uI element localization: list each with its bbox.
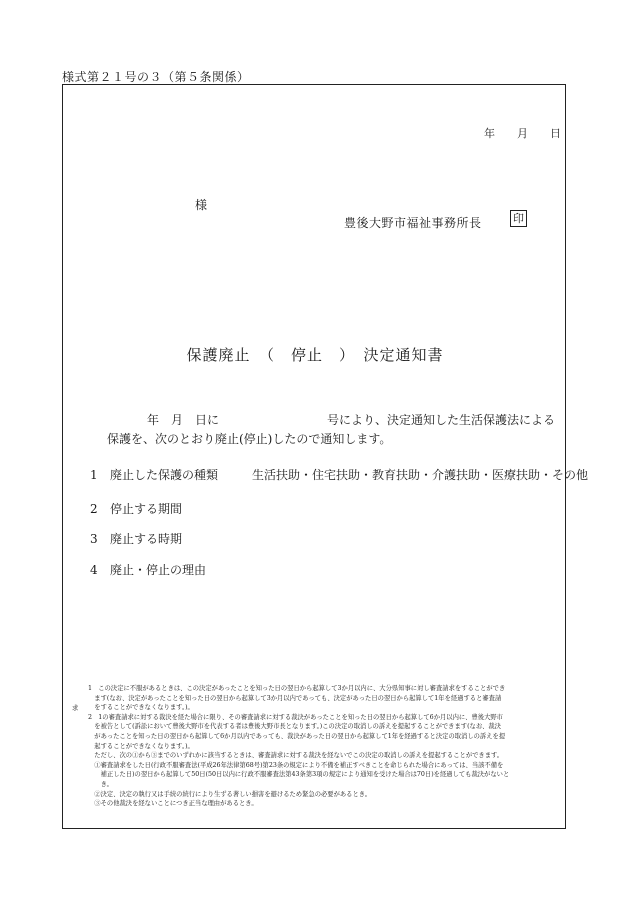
note-line: をすることができなくなります。)。 [88,704,194,712]
item-1 [90,466,218,483]
note-line: き。 [88,780,113,788]
addressee-suffix: 様 [195,198,208,212]
note-line: ただし、次の①から③までのいずれかに該当するときは、審査請求に対する裁決を経ないでこの決定の取消しの訴えを提起することができます。 [88,752,504,760]
body-line-2: 保護を、次のとおり廃止(停止)したので通知します。 [107,432,392,446]
note-line: ①審査請求をした日(行政不服審査法(平成26年法律第68号)第23条の規定により不備を補正すべきことを命じられた場合にあっては、当該不備を [88,761,504,769]
item-number: 2 [90,502,98,516]
note-line: 起することができなくなります。)。 [88,742,194,750]
note-line: ②決定、決定の執行又は手続の続行により生ずる著しい損害を避けるため緊急の必要があるとき。 [88,790,372,798]
body-line-1: 年 月 日に 号により、決定通知した生活保護法による [147,413,556,427]
seal-stamp: 印 [510,210,527,227]
date-line: 年 月 日 [484,127,561,140]
item-label: 廃止した保護の種類 [110,468,219,482]
note-line: ③その他裁決を経ないことにつき正当な理由があるとき。 [88,800,258,808]
issuer-name: 豊後大野市福祉事務所長 [344,216,482,230]
note-line: 補正した日)の翌日から起算して50日(50日以内に行政不服審査法第43条第3項の規定により通知を受けた場合は70日)を経過しても裁決がないと [88,771,510,779]
item-label: 廃止・停止の理由 [110,563,207,577]
notes-block [88,684,558,809]
notes-margin-char: 求 [72,705,79,712]
item-label: 廃止する時期 [110,532,183,546]
item-3 [90,530,182,547]
assistance-types: 生活扶助・住宅扶助・教育扶助・介護扶助・医療扶助・その他 [252,468,589,482]
note-line: を被告として(訴訟において豊後大野市を代表する者は豊後大野市長となります。)この決定の取消しの訴えを提起することができます(なお、裁決 [88,723,502,731]
note-line: があったことを知った日の翌日から起算して6か月以内であっても、裁決があった日の翌日から起算して1年を経過すると決定の取消しの訴えを提 [88,732,506,740]
note-line: ます(なお、決定があったことを知った日の翌日から起算して3か月以内であっても、決定があった日の翌日から起算して1年を経過すると審査請 [88,694,502,702]
item-4 [90,561,206,578]
document-title: 保護廃止 （ 停止 ） 決定通知書 [186,346,444,364]
item-number: 1 [90,468,98,482]
item-number: 3 [90,532,98,546]
item-2 [90,500,182,517]
note-line: 1 この決定に不服があるときは、この決定があったことを知った日の翌日から起算して3か月以内に、大分県知事に対し審査請求をすることができ [88,685,506,692]
form-number: 様式第２１号の３（第５条関係） [62,70,250,84]
item-label: 停止する期間 [110,502,183,516]
item-number: 4 [90,563,98,577]
note-line: 2 1の審査請求に対する裁決を経た場合に限り、その審査請求に対する裁決があったことを知った日の翌日から起算して6か月以内に、豊後大野市 [88,713,503,721]
